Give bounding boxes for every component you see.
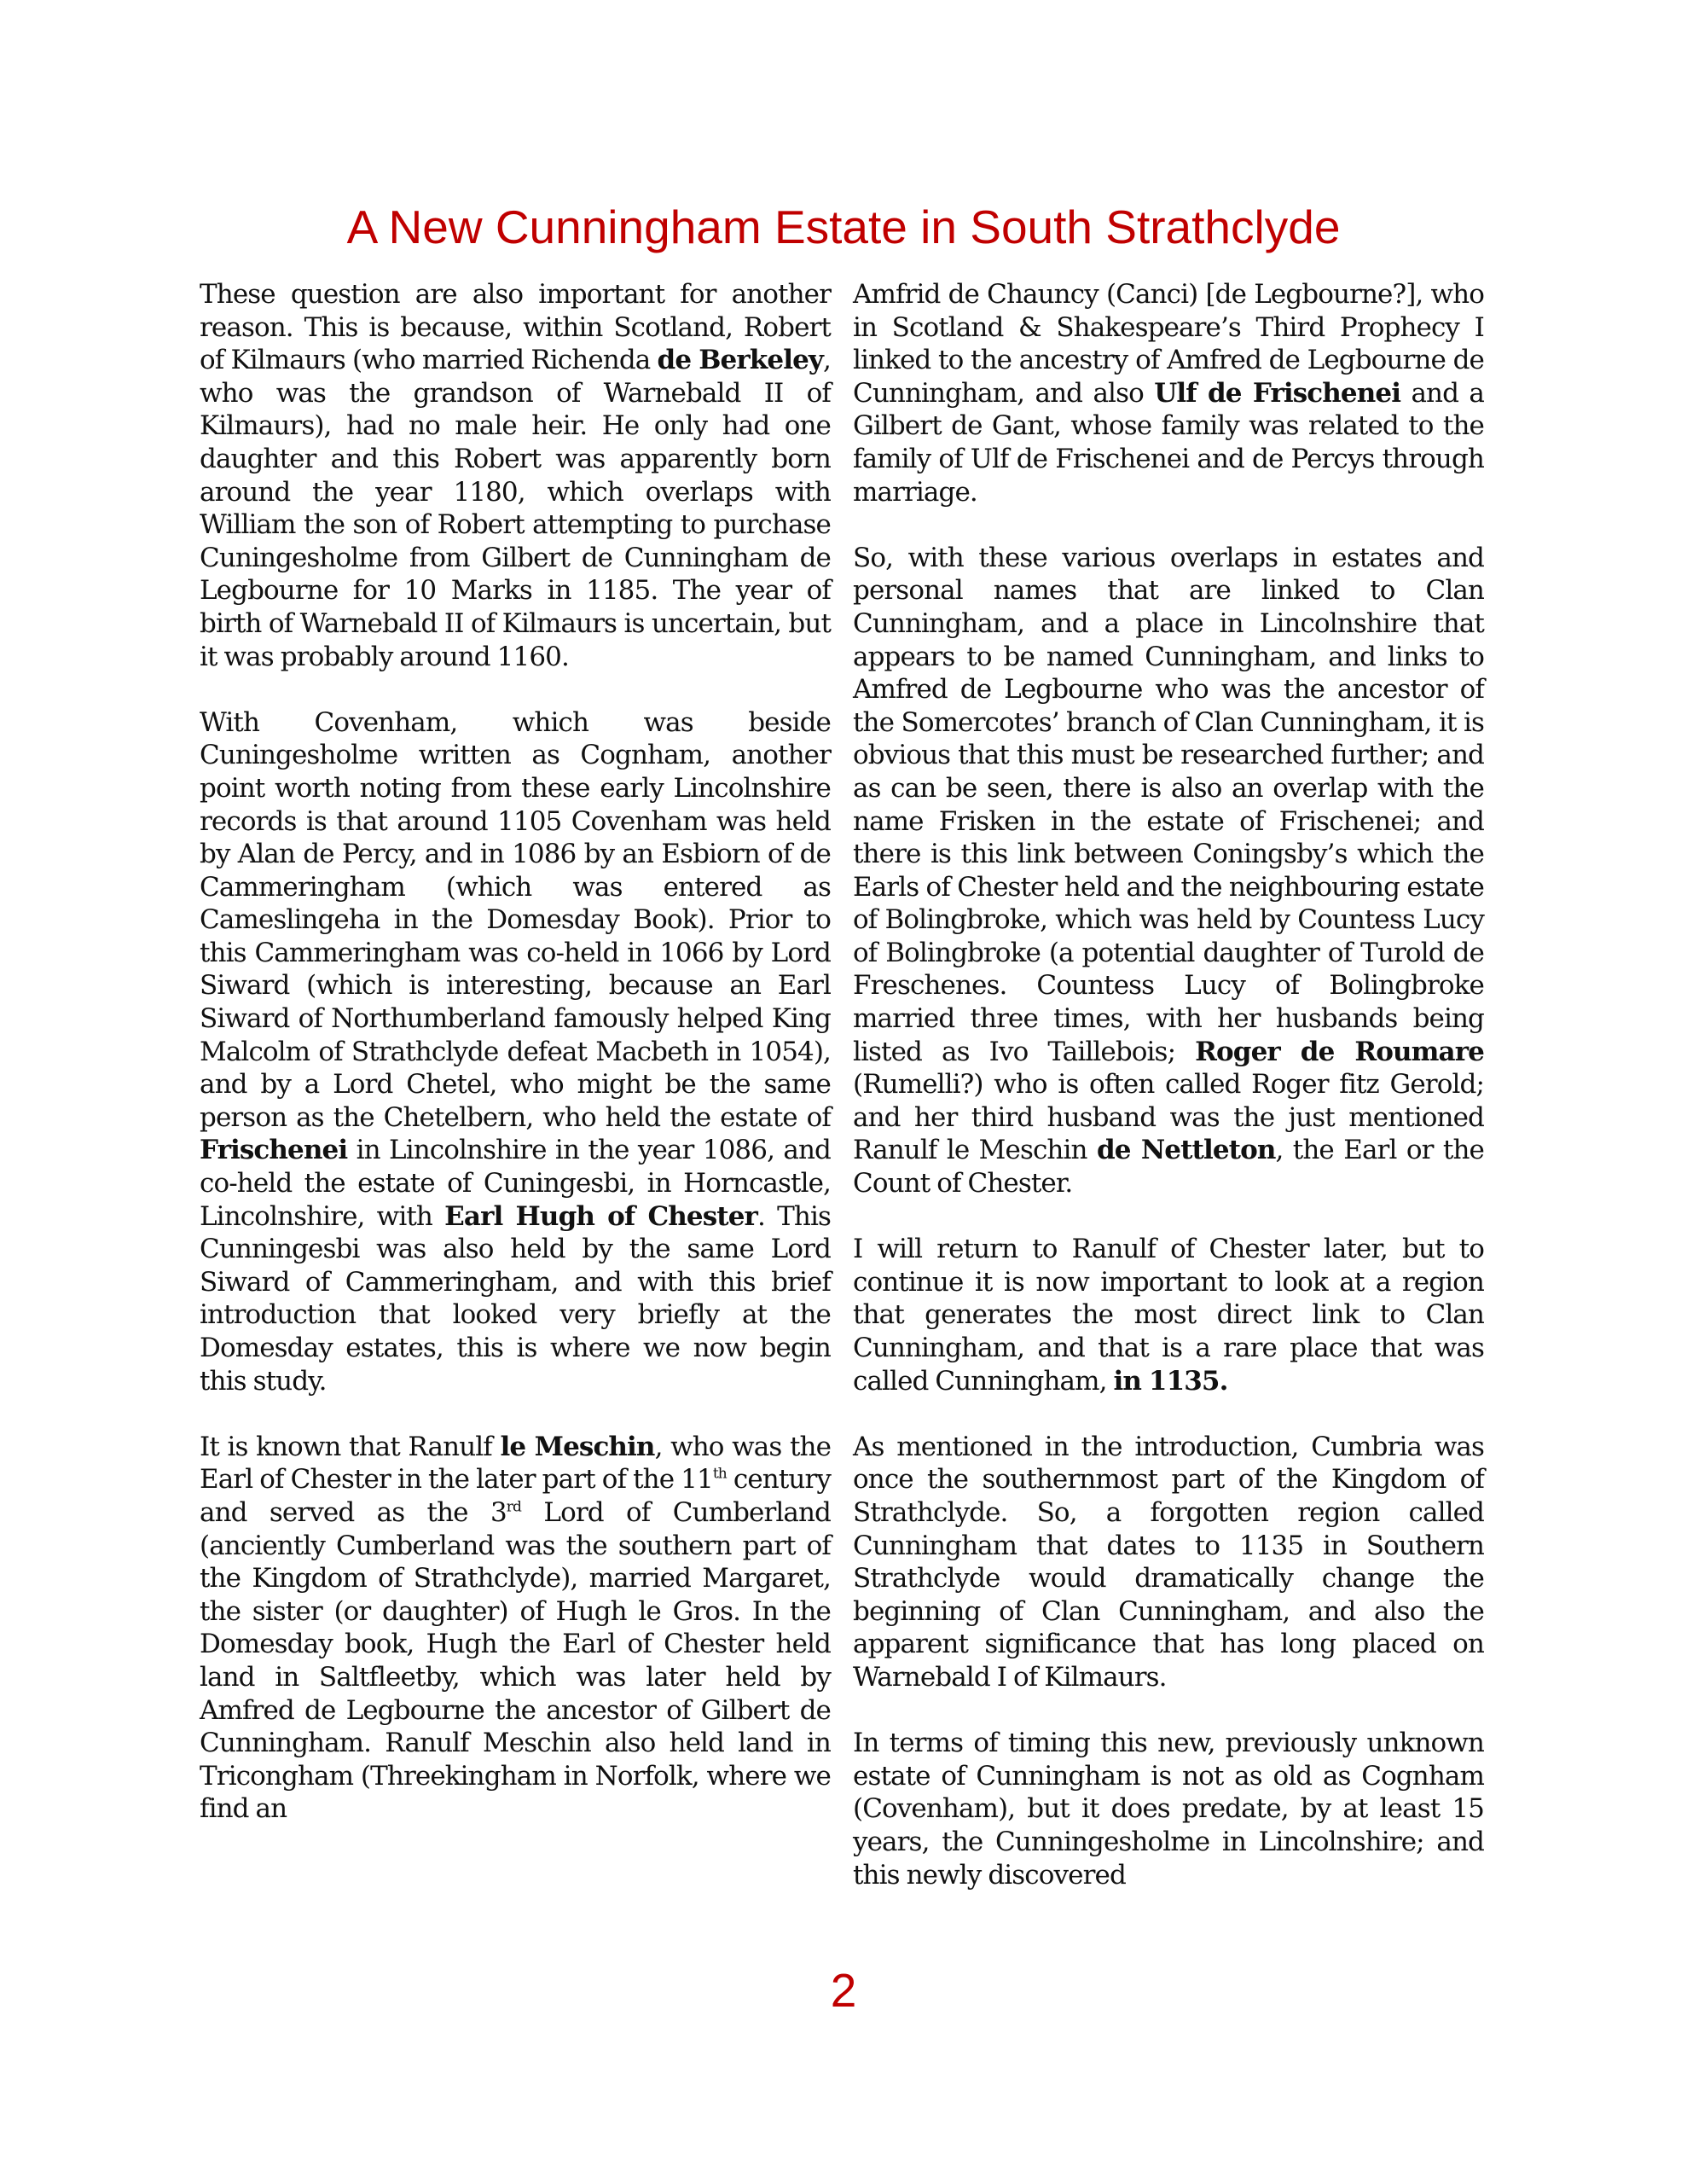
text-run: and a Gilbert de Gant, whose family was related to the family of Ulf de Frischenei and de Percys through marriage. xyxy=(853,377,1485,508)
paragraph xyxy=(853,278,1484,508)
text-run: In terms of timing this new, previously unknown estate of Cunningham is not as old as Cognham (Covenham), but it does predate, by at least 15 years, the Cunningesholme in Lincolnshire; and this newly discovered xyxy=(853,1728,1484,1891)
text-run: (Rumelli?) who is often called Roger fitz Gerold; and her third husband was the just mentioned Ranulf le Meschin xyxy=(853,1069,1484,1166)
right-text-column xyxy=(853,278,1484,1891)
text-run: , the Earl or the Count of Chester. xyxy=(853,1135,1484,1199)
paragraph xyxy=(853,542,1484,1200)
bold-text: Roger de Roumare xyxy=(1195,1036,1484,1067)
left-text-column xyxy=(200,278,831,1826)
paragraph xyxy=(200,1431,831,1826)
paragraph xyxy=(853,1727,1484,1891)
bold-text: de Nettleton xyxy=(1096,1135,1276,1166)
text-run: I will return to Ranulf of Chester later, but to continue it is now important to look at a region that generates the most direct link to Clan Cunningham, and that is a rare place that was called Cunningham, xyxy=(853,1234,1484,1397)
paragraph xyxy=(853,1233,1484,1397)
text-run: in Lincolnshire in the year 1086, and co-held the estate of Cuningesbi, in Horncastle, Lincolnshire, with xyxy=(200,1135,831,1232)
bold-text: Frischenei xyxy=(200,1135,348,1166)
bold-text: Ulf de Frischenei xyxy=(1154,377,1401,409)
bold-text: de Berkeley xyxy=(657,345,824,376)
paragraph xyxy=(200,706,831,1397)
bold-text: in 1135. xyxy=(1113,1365,1228,1397)
bold-text: le Meschin xyxy=(500,1431,655,1462)
superscript: th xyxy=(712,1466,727,1484)
text-run: These question are also important for another reason. This is because, within Scotland, Robert of Kilmaurs (who married Richenda xyxy=(200,279,831,376)
text-run: Lord of Cumberland (anciently Cumberland was the southern part of the Kingdom of Strathclyde), married Margaret, the sister (or daughter) of Hugh le Gros. In the Domesday book, Hugh the Earl of Chester held land in Saltfleetby, which was later held by Amfred de Legbourne the ancestor of Gilbert de Cunningham. Ranulf Meschin also held land in Tricongham (Threekingham in Norfolk, where we find an xyxy=(200,1496,831,1825)
paragraph xyxy=(853,1431,1484,1694)
superscript: rd xyxy=(506,1498,522,1516)
bold-text: Earl Hugh of Chester xyxy=(444,1200,757,1232)
text-run: It is known that Ranulf xyxy=(200,1431,501,1462)
text-run: , who was the grandson of Warnebald II of Kilmaurs), had no male heir. He only had one daughter and this Robert was apparently born around the year 1180, which overlaps with William the son of Robert attempting to purchase Cuningesholme from Gilbert de Cunningham de Legbourne for 10 Marks in 1185. The year of birth of Warnebald II of Kilmaurs is uncertain, but it was probably around 1160. xyxy=(200,345,831,672)
paragraph xyxy=(200,278,831,673)
text-run: As mentioned in the introduction, Cumbria was once the southernmost part of the Kingdom of Strathclyde. So, a forgotten region called Cunningham that dates to 1135 in Southern Strathclyde would dramatically change the beginning of Clan Cunningham, and also the apparent significance that has long placed on Warnebald I of Kilmaurs. xyxy=(853,1431,1484,1693)
page-number: 2 xyxy=(830,1964,857,2017)
page-title: A New Cunningham Estate in South Strathclyde xyxy=(346,200,1341,253)
text-run: century and served as the 3 xyxy=(200,1464,831,1528)
text-run: So, with these various overlaps in estates and personal names that are linked to Clan Cunningham, and a place in Lincolnshire that appears to be named Cunningham, and links to Amfred de Legbourne who was the ancestor of the Somercotes’ branch of Clan Cunningham, it is obvious that this must be researched further; and as can be seen, there is also an overlap with the name Frisken in the estate of Frischenei; and there is this link between Coningsby’s which the Earls of Chester held and the neighbouring estate of Bolingbroke, which was held by Countess Lucy of Bolingbroke (a potential daughter of Turold de Freschenes. Countess Lucy of Bolingbroke married three times, with her husbands being listed as Ivo Taillebois; xyxy=(853,542,1484,1067)
text-run: , who was the Earl of Chester in the later part of the 11 xyxy=(200,1431,832,1496)
text-run: With Covenham, which was beside Cuningesholme written as Cognham, another point worth noting from these early Lincolnshire records is that around 1105 Covenham was held by Alan de Percy, and in 1086 by an Esbiorn of de Cammeringham (which was entered as Cameslingeha in the Domesday Book). Prior to this Cammeringham was co-held in 1066 by Lord Siward (which is interesting, because an Earl Siward of Northumberland famously helped King Malcolm of Strathclyde defeat Macbeth in 1054), and by a Lord Chetel, who might be the same person as the Chetelbern, who held the estate of xyxy=(200,706,831,1133)
text-run: . This Cunningesbi was also held by the same Lord Siward of Cammeringham, and with this brief introduction that looked very briefly at the Domesday estates, this is where we now begin this study. xyxy=(200,1200,831,1397)
text-run: Amfrid de Chauncy (Canci) [de Legbourne?], who in Scotland & Shakespeare’s Third Prophecy I linked to the ancestry of Amfred de Legbourne de Cunningham, and also xyxy=(853,279,1484,409)
